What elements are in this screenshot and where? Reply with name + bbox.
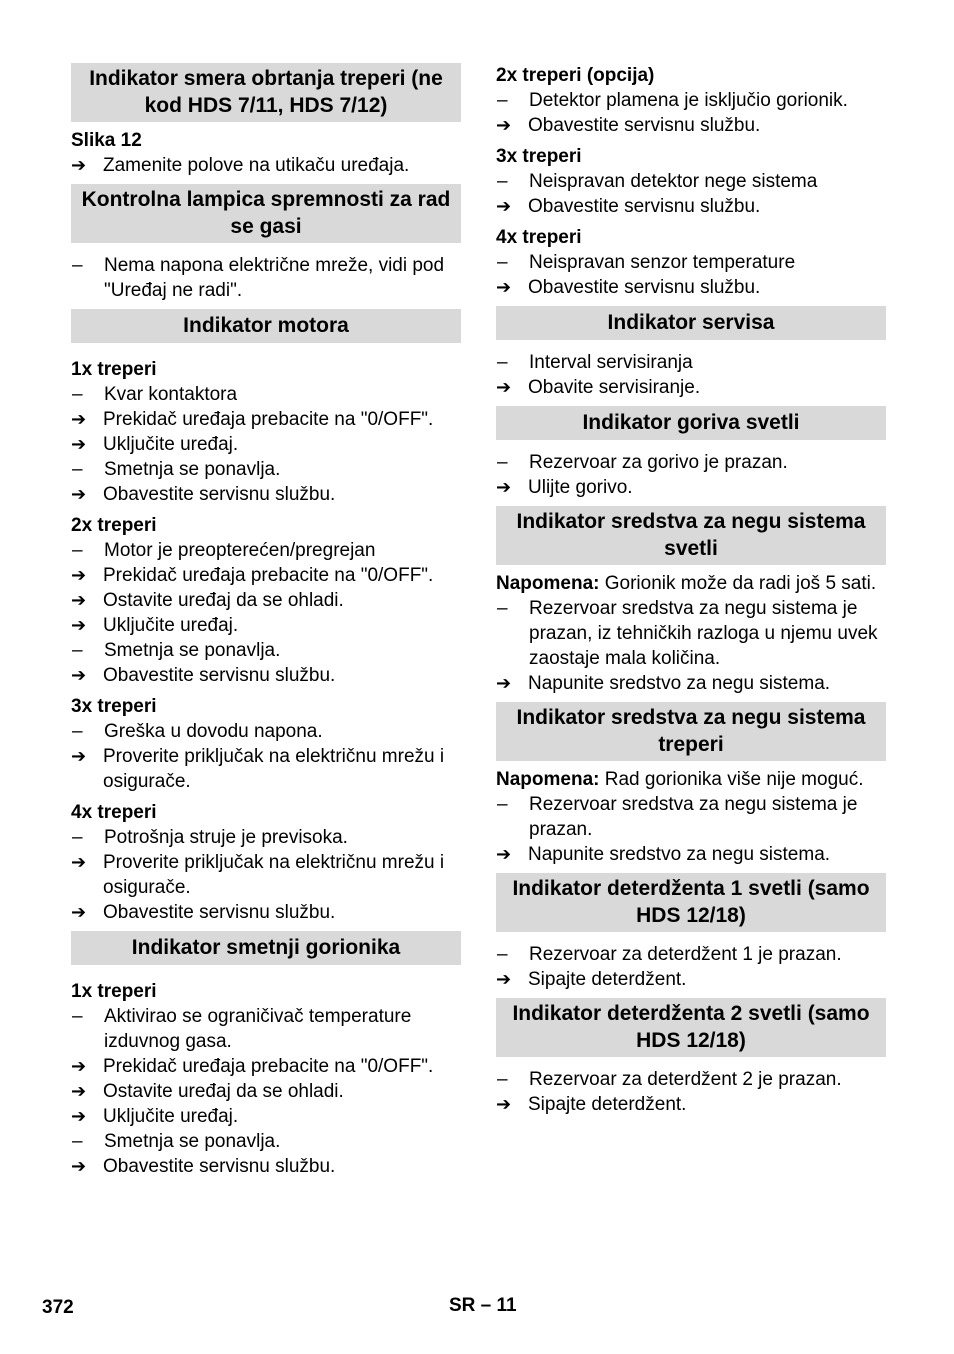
dash-icon: – — [72, 721, 83, 742]
arrow-icon: ➔ — [496, 196, 512, 216]
subheading: 2x treperi — [71, 515, 157, 536]
list-item: ➔ Uključite uređaj. — [71, 1106, 239, 1127]
list-item: – Rezervoar za gorivo je prazan. — [497, 452, 788, 473]
heading-burner-fault: Indikator smetnji gorionika — [71, 931, 461, 965]
list-item: ➔ Zamenite polove na utikaču uređaja. — [71, 155, 410, 176]
dash-icon: – — [497, 90, 508, 111]
list-item: – Aktivirao se ograničivač temperature izduvnog gasa. — [72, 1006, 412, 1052]
arrow-icon: ➔ — [71, 590, 87, 610]
list-item: ➔ Obavestite servisnu službu. — [71, 1156, 336, 1177]
list-item: – Smetnja se ponavlja. — [72, 1131, 281, 1152]
list-item: ➔ Proverite priključak na električnu mrežu i osigurače. — [71, 852, 445, 898]
language-page-label: SR – 11 — [449, 1295, 517, 1316]
arrow-icon: ➔ — [71, 1106, 87, 1126]
dash-icon: – — [497, 944, 508, 965]
dash-icon: – — [72, 459, 83, 480]
list-item: ➔ Obavite servisiranje. — [496, 377, 701, 398]
arrow-icon: ➔ — [71, 665, 87, 685]
list-item: ➔ Sipajte deterdžent. — [496, 1094, 687, 1115]
list-item: ➔ Napunite sredstvo za negu sistema. — [496, 673, 831, 694]
list-item: – Greška u dovodu napona. — [72, 721, 323, 742]
dash-icon: – — [72, 255, 83, 276]
dash-icon: – — [72, 540, 83, 561]
dash-icon: – — [497, 1069, 508, 1090]
arrow-icon: ➔ — [71, 155, 87, 175]
note: Napomena: Gorionik može da radi još 5 sati. — [496, 573, 877, 594]
list-item: – Rezervoar za deterdžent 2 je prazan. — [497, 1069, 842, 1090]
list-item: – Neispravan senzor temperature — [497, 252, 796, 273]
list-item: ➔ Obavestite servisnu službu. — [496, 196, 761, 217]
subheading: 3x treperi — [496, 146, 582, 167]
list-item: – Smetnja se ponavlja. — [72, 459, 281, 480]
heading-service-indicator: Indikator servisa — [496, 306, 886, 340]
list-item: ➔ Ulijte gorivo. — [496, 477, 633, 498]
dash-icon: – — [497, 452, 508, 473]
heading-detergent2: Indikator deterdženta 2 svetli (samo HDS 12/18) — [496, 998, 886, 1057]
arrow-icon: ➔ — [71, 902, 87, 922]
arrow-icon: ➔ — [496, 115, 512, 135]
list-item: ➔ Obavestite servisnu službu. — [71, 902, 336, 923]
list-item: ➔ Obavestite servisnu službu. — [496, 277, 761, 298]
heading-direction-indicator: Indikator smera obrtanja treperi (ne kod HDS 7/11, HDS 7/12) — [71, 63, 461, 122]
list-item: ➔ Obavestite servisnu službu. — [71, 484, 336, 505]
arrow-icon: ➔ — [71, 484, 87, 504]
list-item: ➔ Ostavite uređaj da se ohladi. — [71, 1081, 344, 1102]
dash-icon: – — [72, 640, 83, 661]
dash-icon: – — [497, 171, 508, 192]
list-item: – Smetnja se ponavlja. — [72, 640, 281, 661]
list-item: ➔ Uključite uređaj. — [71, 434, 239, 455]
arrow-icon: ➔ — [71, 1156, 87, 1176]
subheading: 3x treperi — [71, 696, 157, 717]
right-column — [496, 63, 886, 1117]
list-item: ➔ Ostavite uređaj da se ohladi. — [71, 590, 344, 611]
arrow-icon: ➔ — [71, 1081, 87, 1101]
list-item: ➔ Prekidač uređaja prebacite na "0/OFF". — [71, 409, 434, 430]
subheading: 1x treperi — [71, 359, 157, 380]
dash-icon: – — [72, 1006, 83, 1027]
list-item: ➔ Obavestite servisnu službu. — [496, 115, 761, 136]
dash-icon: – — [497, 252, 508, 273]
page-number: 372 — [42, 1297, 74, 1318]
arrow-icon: ➔ — [496, 673, 512, 693]
dash-icon: – — [497, 598, 508, 619]
note-label: Napomena: — [496, 769, 600, 790]
heading-care-blinking: Indikator sredstva za negu sistema treperi — [496, 702, 886, 761]
arrow-icon: ➔ — [496, 377, 512, 397]
list-item: ➔ Prekidač uređaja prebacite na "0/OFF". — [71, 1056, 434, 1077]
arrow-icon: ➔ — [71, 746, 87, 766]
dash-icon: – — [497, 352, 508, 373]
dash-icon: – — [497, 794, 508, 815]
subheading: 2x treperi (opcija) — [496, 65, 655, 86]
list-item: – Nema napona električne mreže, vidi pod "Uređaj ne radi". — [72, 255, 445, 301]
arrow-icon: ➔ — [71, 565, 87, 585]
note: Napomena: Rad gorionika više nije moguć. — [496, 769, 864, 790]
list-item: – Kvar kontaktora — [72, 384, 238, 405]
list-item: – Neispravan detektor nege sistema — [497, 171, 818, 192]
dash-icon: – — [72, 827, 83, 848]
heading-care-lit: Indikator sredstva za negu sistema svetli — [496, 506, 886, 565]
arrow-icon: ➔ — [71, 434, 87, 454]
arrow-icon: ➔ — [71, 615, 87, 635]
subheading: 4x treperi — [496, 227, 582, 248]
figure-ref: Slika 12 — [71, 130, 142, 151]
list-item: ➔ Obavestite servisnu službu. — [71, 665, 336, 686]
arrow-icon: ➔ — [496, 1094, 512, 1114]
list-item: – Rezervoar sredstva za negu sistema je prazan. — [497, 794, 858, 840]
subheading: 4x treperi — [71, 802, 157, 823]
list-item: ➔ Prekidač uređaja prebacite na "0/OFF". — [71, 565, 434, 586]
list-item: ➔ Uključite uređaj. — [71, 615, 239, 636]
subheading: 1x treperi — [71, 981, 157, 1002]
list-item: – Detektor plamena je isključio gorionik. — [497, 90, 848, 111]
arrow-icon: ➔ — [496, 844, 512, 864]
list-item: ➔ Proverite priključak na električnu mrežu i osigurače. — [71, 746, 445, 792]
list-item: – Potrošnja struje je previsoka. — [72, 827, 348, 848]
note-label: Napomena: — [496, 573, 600, 594]
list-item: ➔ Napunite sredstvo za negu sistema. — [496, 844, 831, 865]
arrow-icon: ➔ — [71, 1056, 87, 1076]
arrow-icon: ➔ — [496, 477, 512, 497]
list-item: – Motor je preopterećen/pregrejan — [72, 540, 376, 561]
heading-fuel-indicator: Indikator goriva svetli — [496, 406, 886, 440]
arrow-icon: ➔ — [71, 852, 87, 872]
arrow-icon: ➔ — [496, 969, 512, 989]
list-item: – Interval servisiranja — [497, 352, 693, 373]
list-item: – Rezervoar sredstva za negu sistema je prazan, iz tehničkih razloga u njemu uvek zaostaje mala količina. — [497, 598, 878, 669]
heading-motor-indicator: Indikator motora — [71, 309, 461, 343]
dash-icon: – — [72, 384, 83, 405]
list-item: – Rezervoar za deterdžent 1 je prazan. — [497, 944, 842, 965]
heading-ready-lamp: Kontrolna lampica spremnosti za rad se gasi — [71, 184, 461, 243]
arrow-icon: ➔ — [496, 277, 512, 297]
list-item: ➔ Sipajte deterdžent. — [496, 969, 687, 990]
arrow-icon: ➔ — [71, 409, 87, 429]
heading-detergent1: Indikator deterdženta 1 svetli (samo HDS 12/18) — [496, 873, 886, 932]
dash-icon: – — [72, 1131, 83, 1152]
left-column — [71, 63, 461, 1179]
